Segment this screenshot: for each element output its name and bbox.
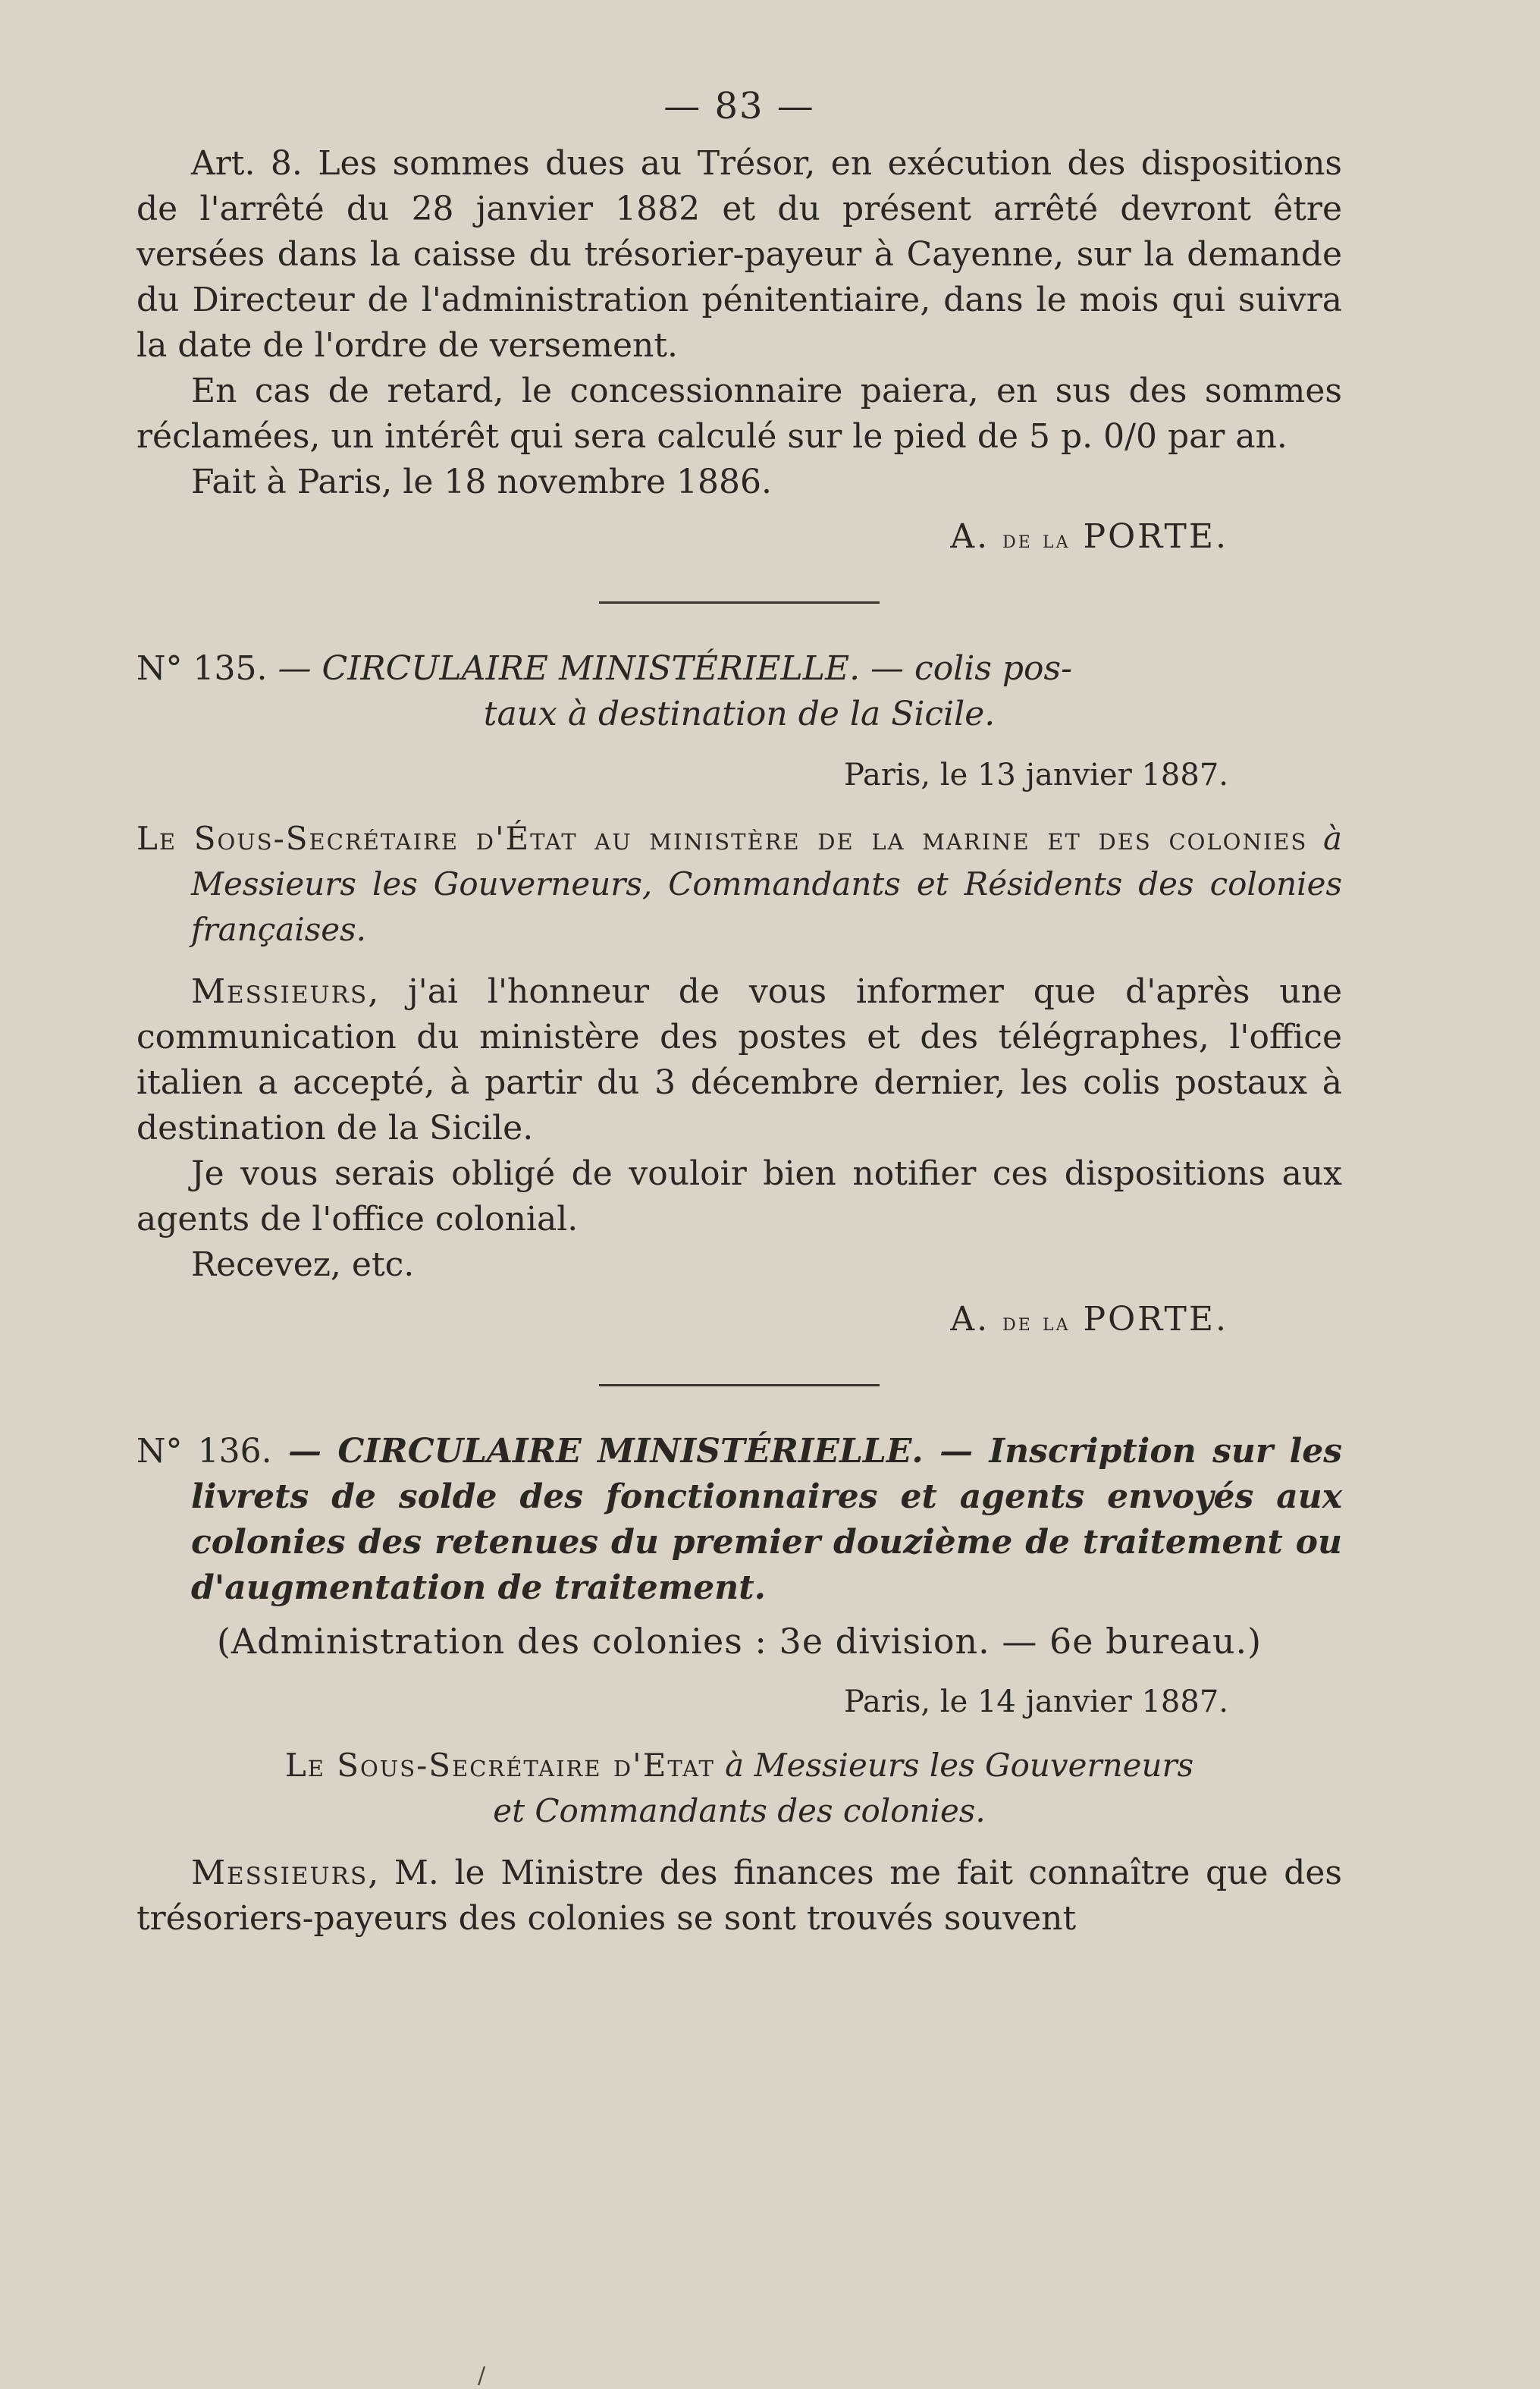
circular-136-number: N° 136. <box>136 1432 272 1471</box>
page-bottom-mark: / <box>478 2362 486 2389</box>
circular-136-dateline: Paris, le 14 janvier 1887. <box>843 1684 1228 1719</box>
section-divider <box>599 1384 880 1386</box>
signature-name: PORTE. <box>1070 1300 1228 1339</box>
signature-particle: de la <box>1002 1308 1071 1336</box>
signature-particle: de la <box>1002 525 1071 554</box>
circular-135-title: — CIRCULAIRE MINISTÉRIELLE. — <box>267 649 915 688</box>
circular-136-heading <box>136 1429 1342 1611</box>
circular-135-heading <box>136 646 1342 692</box>
circular-136-title: — CIRCULAIRE MINISTÉRIELLE. — <box>271 1432 990 1471</box>
section-divider <box>599 601 880 604</box>
circular-135-signature <box>136 1297 1342 1345</box>
circular-136-subject: Inscription sur les livrets de solde des fonctionnaires et agents envoyés aux colonies des retenues du premier douzième de traitement ou d'augmentation de traitement. <box>191 1432 1342 1607</box>
art8-paragraph-3: Fait à Paris, le 18 novembre 1886. <box>191 463 772 501</box>
circular-136-body-1: , M. le Ministre des finances me fait connaître que des trésoriers-payeurs des colonies se sont trouvés souvent <box>136 1854 1342 1938</box>
circular-136-address-sender: Le Sous-Secrétaire d'Etat <box>284 1747 715 1784</box>
page-number: — 83 — <box>663 85 815 127</box>
circular-135-subject-1: colis pos- <box>914 649 1072 688</box>
circular-136-address-recipients-2: et Commandants des colonies. <box>493 1792 986 1829</box>
signature-initial: A. <box>950 1300 1003 1339</box>
page-content <box>136 83 1342 1942</box>
circular-136-administration: (Administration des colonies : 3e division. — 6e bureau.) <box>216 1621 1262 1662</box>
circular-136-address-recipients-1: à Messieurs les Gouverneurs <box>714 1747 1194 1784</box>
circular-135-number: N° 135. <box>136 649 268 688</box>
circular-135-paragraph-3: Recevez, etc. <box>191 1245 415 1284</box>
circular-135-dateline: Paris, le 13 janvier 1887. <box>843 758 1228 793</box>
circular-135-body-1: , j'ai l'honneur de vous informer que d'après une communication du ministère des postes et des télégraphes, l'office italien a accepté, à partir du 3 décembre dernier, les colis postaux à destination de la Sicile. <box>136 972 1342 1147</box>
signature-name: PORTE. <box>1070 517 1228 556</box>
circular-135-address <box>136 816 1342 953</box>
circular-136-salutation: Messieurs <box>191 1854 369 1892</box>
circular-135-paragraph-1 <box>136 969 1342 1151</box>
art8-paragraph-1: Art. 8. Les sommes dues au Trésor, en exécution des dispositions de l'arrêté du 28 janvier 1882 et du présent arrêté devront être versées dans la caisse du trésorier-payeur à Cayenne, sur la demande du Directeur de l'administration pénitentiaire, dans le mois qui suivra la date de l'ordre de versement. <box>136 144 1342 365</box>
circular-136-address <box>136 1743 1342 1834</box>
art8-paragraph-2: En cas de retard, le concessionnaire paiera, en sus des sommes réclamées, un intérêt qui sera calculé sur le pied de 5 p. 0/0 par an. <box>136 372 1342 456</box>
circular-135-address-sender: Le Sous-Secrétaire d'État au ministère de la marine et des colonies <box>136 820 1308 857</box>
art8-signature <box>136 514 1342 562</box>
signature-initial: A. <box>950 517 1003 556</box>
circular-135-subject-2: taux à destination de la Sicile. <box>483 695 996 733</box>
circular-135-paragraph-2: Je vous serais obligé de vouloir bien notifier ces dispositions aux agents de l'office colonial. <box>136 1154 1342 1238</box>
circular-135-address-recipients: à Messieurs les Gouverneurs, Commandants et Résidents des colonies françaises. <box>191 820 1343 948</box>
circular-136-paragraph-1 <box>136 1851 1342 1942</box>
circular-135-salutation: Messieurs <box>191 972 369 1011</box>
